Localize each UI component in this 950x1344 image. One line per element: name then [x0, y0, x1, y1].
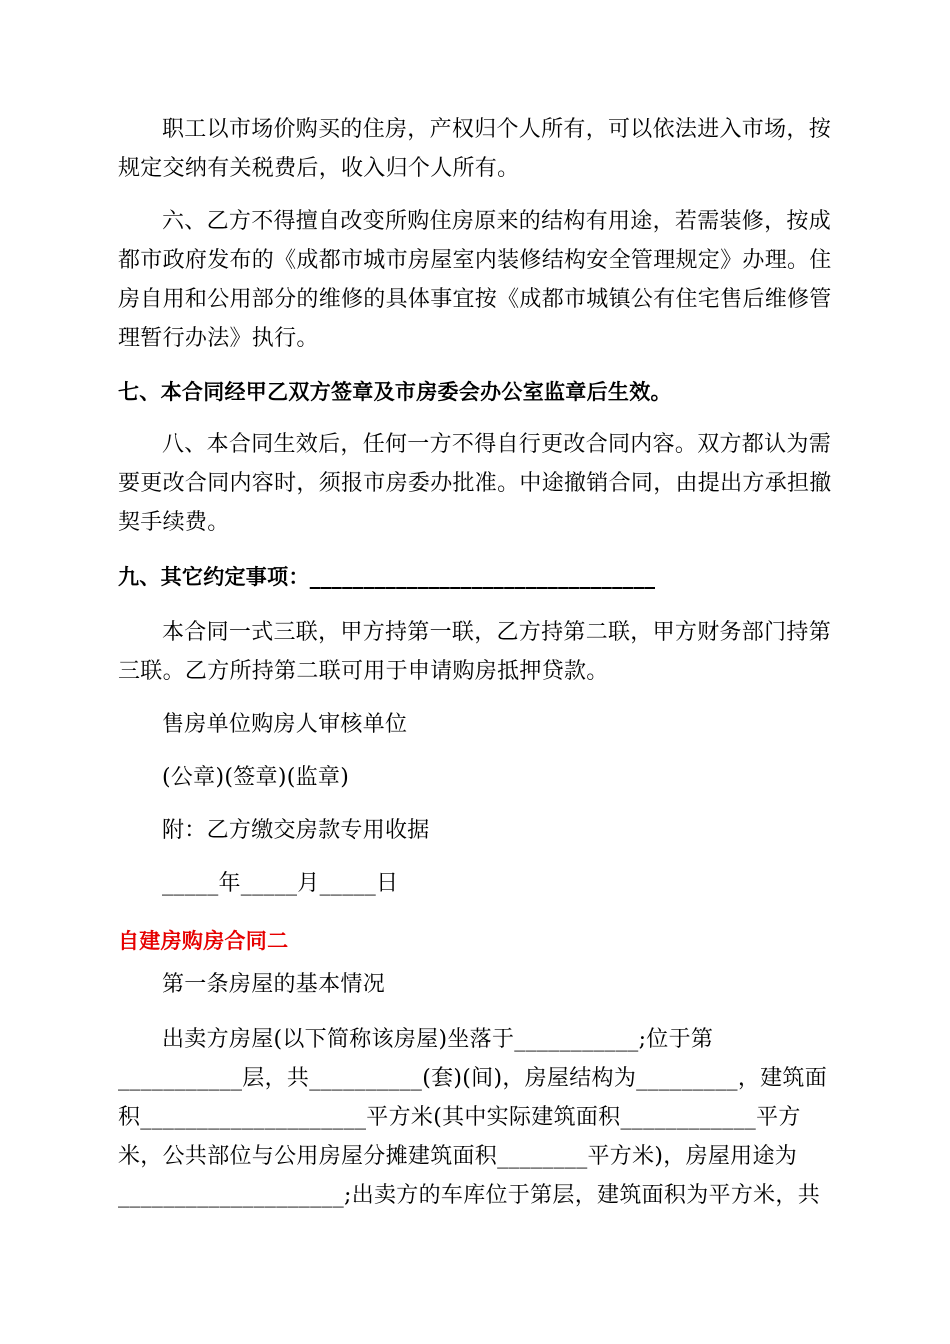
article-line: ___________层，共__________(套)(间)，房屋结构为_________，建筑面	[118, 1066, 828, 1091]
paragraph-line: 职工以市场价购买的住房，产权归个人所有，可以依法进入市场，按	[162, 117, 832, 142]
article-title: 第一条房屋的基本情况	[162, 972, 386, 997]
clause-nine	[118, 557, 838, 597]
date-line: _____年_____月_____日	[162, 871, 399, 896]
article-line: 米，公共部位与公用房屋分摊建筑面积________平方米)，房屋用途为	[118, 1144, 798, 1169]
clause-eight-line: 八、本合同生效后，任何一方不得自行更改合同内容。双方都认为需	[162, 432, 832, 457]
seals-line: (公章)(签章)(监章)	[162, 765, 350, 790]
clause-six-line: 理暂行办法》执行。	[118, 326, 319, 351]
clause-nine-label: 九、其它约定事项：	[118, 565, 310, 589]
clause-six-line: 都市政府发布的《成都市城市房屋室内装修结构安全管理规定》办理。住	[118, 248, 832, 273]
article-line: ____________________;出卖方的车库位于第层，建筑面积为平方米，共	[118, 1183, 821, 1208]
section-heading: 自建房购房合同二	[118, 929, 289, 953]
clause-six-line: 六、乙方不得擅自改变所购住房原来的结构有用途，若需装修，按成	[162, 209, 832, 234]
attachment-line: 附：乙方缴交房款专用收据	[162, 818, 430, 843]
clause-seven: 七、本合同经甲乙双方签章及市房委会办公室监章后生效。	[118, 380, 672, 404]
clause-eight-line: 要更改合同内容时，须报市房委办批准。中途撤销合同，由提出方承担撤	[118, 471, 832, 496]
paragraph-line: 规定交纳有关税费后，收入归个人所有。	[118, 156, 520, 181]
clause-six-line: 房自用和公用部分的维修的具体事宜按《成都市城镇公有住宅售后维修管	[118, 287, 832, 312]
copies-line: 三联。乙方所持第二联可用于申请购房抵押贷款。	[118, 659, 609, 684]
article-line: 出卖方房屋(以下简称该房屋)坐落于___________;位于第	[162, 1027, 714, 1052]
signers-line: 售房单位购房人审核单位	[162, 712, 408, 737]
clause-nine-blank: ________________________________	[309, 565, 656, 589]
article-line: 积____________________平方米(其中实际建筑面积____________平方	[118, 1105, 801, 1130]
clause-eight-line: 契手续费。	[118, 510, 230, 535]
copies-line: 本合同一式三联，甲方持第一联，乙方持第二联，甲方财务部门持第	[162, 620, 832, 645]
